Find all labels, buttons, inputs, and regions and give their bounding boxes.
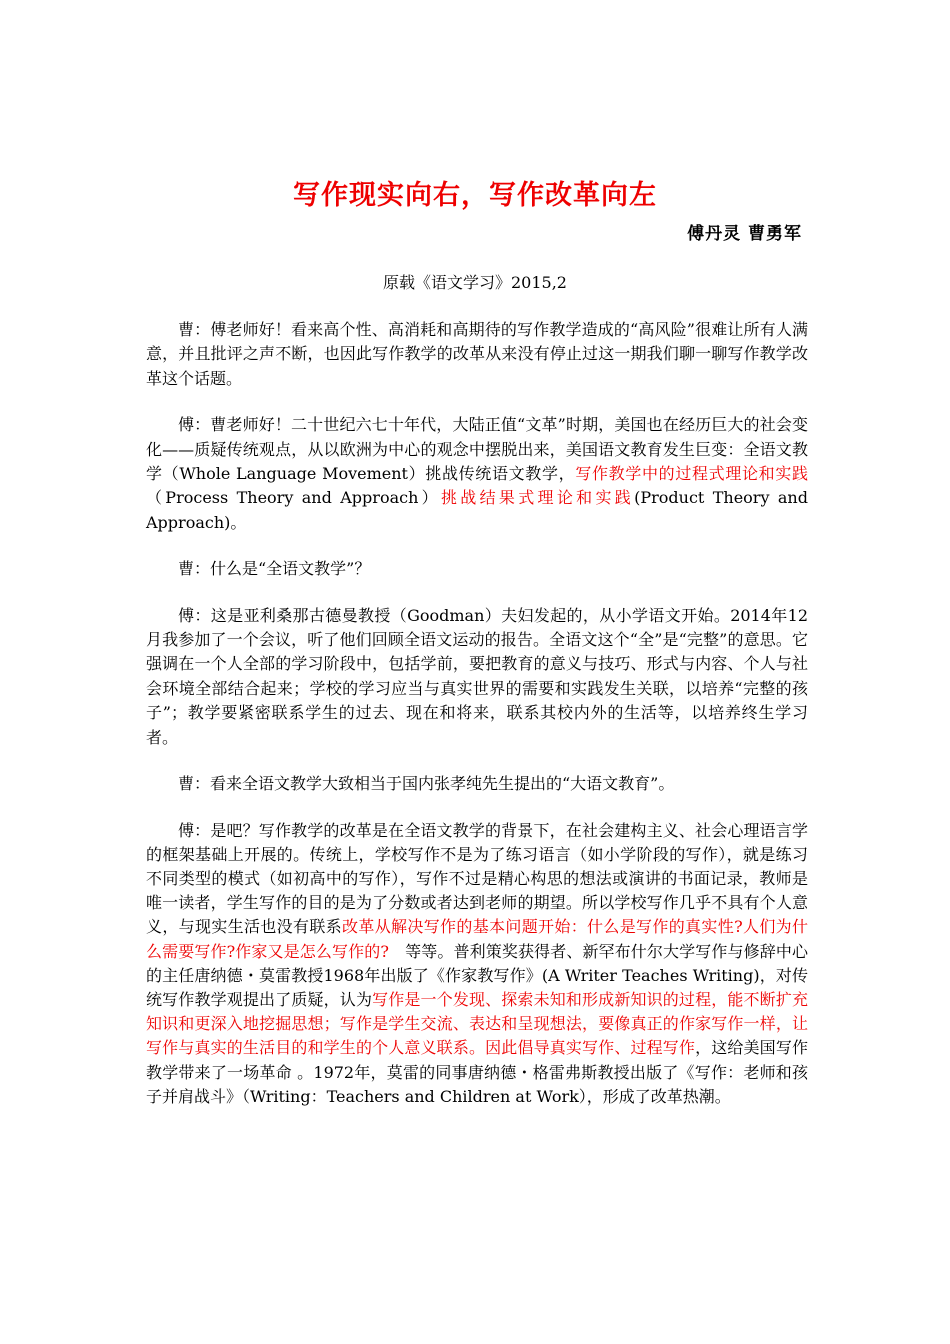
paragraph-cao-intro: 曹：傅老师好！看来高个性、高消耗和高期待的写作教学造成的“高风险”很难让所有人满意，并且批评之声不断，也因此写作教学的改革从来没有停止过这一期我们聊一聊写作教学改革这个话题。 (146, 320, 808, 388)
article-title: 写作现实向右，写作改革向左 (293, 180, 657, 211)
highlight-writing-definition: 写作是一个发现、探索未知和形成新知识的过程，能不断扩充知识和更深入地挖掘思想；写作是学生交流、表达和呈现想法，要像真正的作家写作一样，让写作与真实的生活目的和学生的个人意义联系。因此倡导真实写作、过程写作 (146, 989, 808, 1058)
paragraph-cao-question: 曹：什么是“全语文教学”？ (178, 559, 371, 579)
paragraph-cao-comment: 曹：看来全语文教学大致相当于国内张孝纯先生提出的“大语文教育”。 (178, 774, 675, 794)
paragraph-text: 等等。普利策奖获得者、新罕布什尔大学写作与修辞中心的主任唐纳德・莫雷教授1968年出版了《作家教写作》(A Writer Teaches Writing)，对传统写作教学观提出了质疑，认为 (146, 941, 808, 1009)
article-body (146, 318, 808, 1131)
paragraph-text: （Process Theory and Approach） (146, 488, 441, 508)
highlight-process-theory: 写作教学中的过程式理论和实践 (575, 464, 808, 484)
paragraph-fu-whole-language: 傅：这是亚利桑那古德曼教授（Goodman）夫妇发起的，从小学语文开始。2014年12月我参加了一个会议，听了他们回顾全语文运动的报告。全语文这个“全”是“完整”的意思。它强调在一个人全部的学习阶段中，包括学前，要把教育的意义与技巧、形式与内容、个人与社会环境全部结合起来；学校的学习应当与真实世界的需要和实践发生关联，以培养“完整的孩子”；教学要紧密联系学生的过去、现在和将来，联系其校内外的生活等，以培养终生学习者。 (146, 605, 808, 747)
highlight-basic-questions: 改革从解决写作的基本问题开始：什么是写作的真实性?人们为什么需要写作?作家又是怎么写作的? (146, 917, 808, 961)
paragraph-fu-reform (146, 819, 808, 1109)
article-authors: 傅丹灵 曹勇军 (687, 224, 802, 244)
paragraph-text: (Product Theory and Approach)。 (146, 488, 808, 532)
paragraph-fu-history (146, 413, 808, 535)
paragraph-text: ，这给美国写作教学带来了一场革命 。1972年，莫雷的同事唐纳德・格雷弗斯教授出版了《写作：老师和孩子并肩战斗》（Writing：Teachers and Children at Work），形成了改革热潮。 (146, 1038, 808, 1106)
highlight-product-theory: 挑战结果式理论和实践 (441, 488, 635, 508)
paragraph-text: 傅：是吧？写作教学的改革是在全语文教学的背景下，在社会建构主义、社会心理语言学的框架基础上开展的。传统上，学校写作不是为了练习语言（如小学阶段的写作），就是练习不同类型的模式（如初高中的写作），写作不过是精心构思的想法或演讲的书面记录，教师是唯一读者，学生写作的目的是为了分数或者达到老师的期望。所以学校写作几乎不具有个人意义，与现实生活也没有联系 (146, 820, 808, 937)
article-source: 原载《语文学习》2015,2 (383, 273, 567, 292)
paragraph-text: 傅：曹老师好！二十世纪六七十年代，大陆正值“文革”时期，美国也在经历巨大的社会变化——质疑传统观点，从以欧洲为中心的观念中摆脱出来，美国语文教育发生巨变：全语文教学（Whole Language Movement）挑战传统语文教学， (146, 415, 808, 484)
